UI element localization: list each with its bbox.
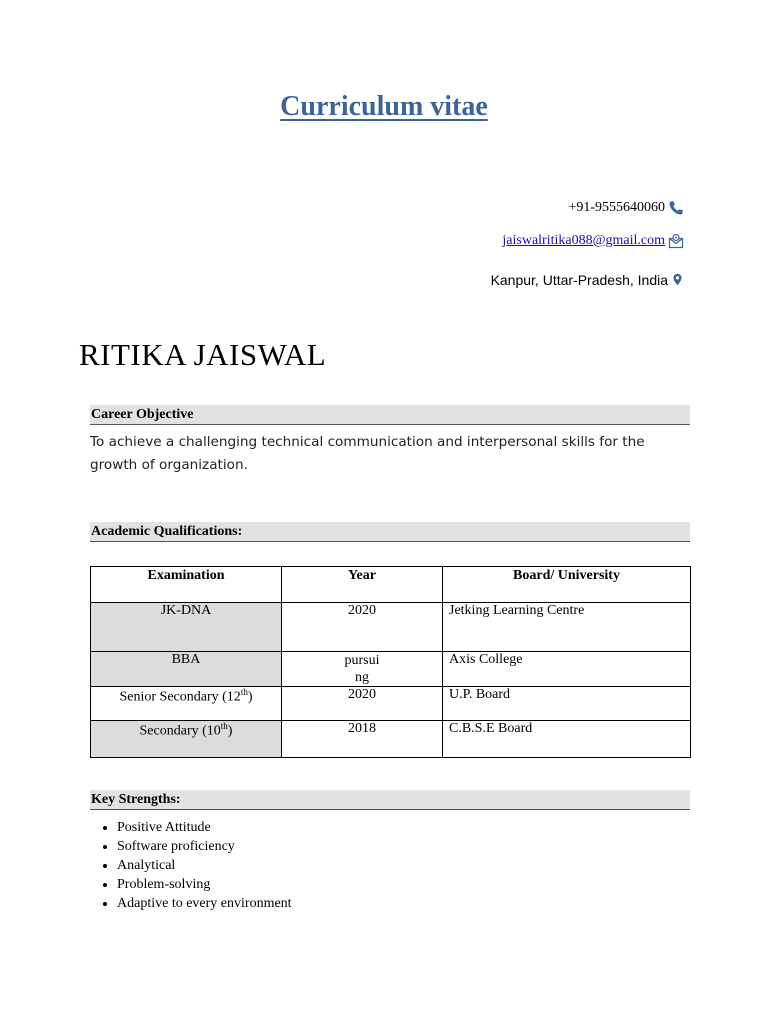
exam-text: Secondary (10: [139, 723, 221, 739]
list-item: • Software proficiency: [117, 837, 292, 856]
career-objective-text: To achieve a challenging technical communication and interpersonal skills for the growth of organization.: [90, 434, 645, 473]
academic-qualifications-heading: Academic Qualifications:: [90, 522, 690, 542]
table-header-row: [91, 567, 691, 603]
exam-text: Senior Secondary (12: [119, 689, 241, 705]
list-item: • Adaptive to every environment: [117, 894, 292, 913]
board-cell: U.P. Board: [443, 687, 691, 721]
year-cell: 2018: [282, 721, 443, 758]
exam-cell: [91, 687, 282, 721]
col-header-examination: Examination: [91, 567, 282, 603]
exam-suffix: ): [227, 723, 233, 739]
exam-suffix: ): [247, 689, 253, 705]
year-cell: 2020: [282, 603, 443, 652]
exam-cell: JK-DNA: [91, 603, 282, 652]
exam-superscript: th: [220, 721, 228, 731]
exam-cell: [91, 721, 282, 758]
list-item: • Analytical: [117, 856, 292, 875]
candidate-name: RITIKA JAISWAL: [79, 337, 327, 372]
email-icon: [668, 233, 684, 249]
email-link[interactable]: jaiswalritika088@gmail.com: [502, 233, 665, 248]
phone-icon: [668, 200, 684, 216]
exam-cell: BBA: [91, 652, 282, 687]
phone-number: +91-9555640060: [568, 200, 665, 215]
list-item: • Problem-solving: [117, 875, 292, 894]
address-text: Kanpur, Uttar-Pradesh, India: [490, 271, 668, 288]
location-pin-icon: [671, 271, 684, 288]
year-cell: [282, 652, 443, 687]
year-cell: 2020: [282, 687, 443, 721]
strengths-list: [78, 818, 292, 913]
list-item: • Positive Attitude: [117, 818, 292, 837]
contact-email: [502, 233, 684, 249]
cv-title: Curriculum vitae: [280, 91, 488, 122]
board-cell: Axis College: [443, 652, 691, 687]
board-cell: Jetking Learning Centre: [443, 603, 691, 652]
col-header-board: Board/ University: [443, 567, 691, 603]
table-row: [91, 652, 691, 687]
key-strengths-heading: Key Strengths:: [90, 790, 690, 810]
exam-superscript: th: [240, 687, 248, 697]
qualifications-table: [90, 566, 691, 758]
col-header-year: Year: [282, 567, 443, 603]
table-row: [91, 687, 691, 721]
table-row: [91, 603, 691, 652]
year-text: pursuing: [344, 653, 380, 685]
table-row: [91, 721, 691, 758]
board-cell: C.B.S.E Board: [443, 721, 691, 758]
contact-phone: [568, 200, 684, 216]
contact-address: [491, 271, 684, 288]
career-objective-heading: Career Objective: [90, 405, 690, 425]
